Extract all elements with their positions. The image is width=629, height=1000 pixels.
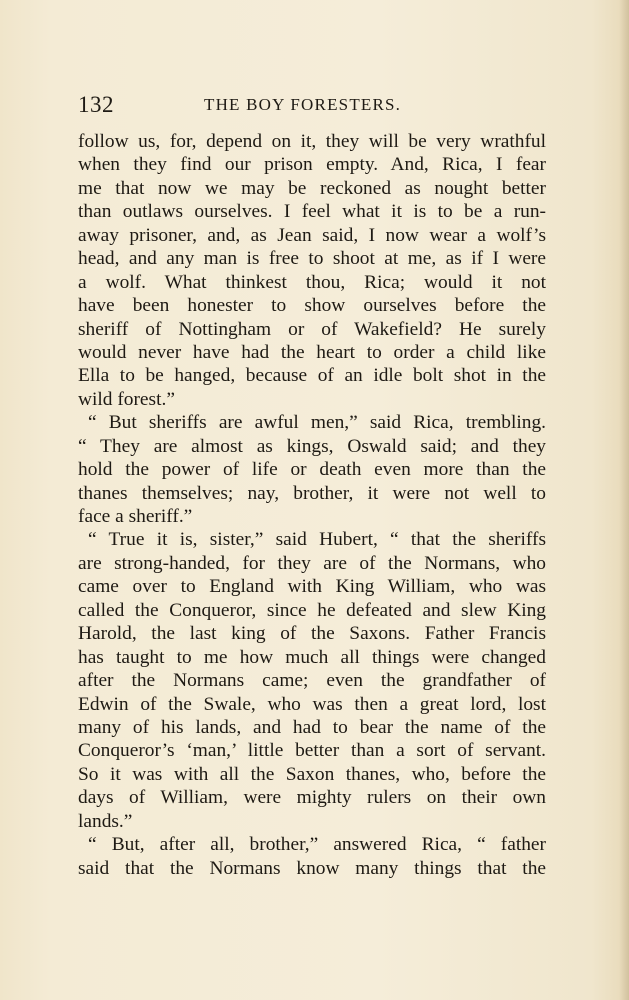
text-line: sheriff of Nottingham or of Wakefield? He surely (78, 318, 546, 340)
text-line: “ But, after all, brother,” answered Rica, “ father (88, 834, 546, 856)
text-line: would never have had the heart to order a child like (78, 341, 546, 363)
text-line: lands.” (78, 810, 133, 832)
text-line: follow us, for, depend on it, they will be very wrathful (78, 131, 546, 152)
text-line: Edwin of the Swale, who was then a great lord, lost (78, 693, 546, 715)
text-line: thanes themselves; nay, brother, it were not well to (78, 482, 546, 504)
text-line: head, and any man is free to shoot at me, as if I were (78, 248, 546, 270)
text-line: Harold, the last king of the Saxons. Father Francis (78, 623, 546, 645)
text-line: came over to England with King William, who was (78, 576, 546, 598)
text-line: days of William, were mighty rulers on their own (78, 787, 546, 809)
body-text (78, 130, 546, 880)
text-line: “ They are almost as kings, Oswald said; and they (78, 435, 546, 457)
text-line: called the Conqueror, since he defeated and slew King (78, 599, 546, 621)
text-line: So it was with all the Saxon thanes, who, before the (78, 763, 546, 785)
text-line: “ True it is, sister,” said Hubert, “ that the sheriffs (88, 529, 546, 551)
text-line: away prisoner, and, as Jean said, I now wear a wolf’s (78, 224, 546, 246)
text-line: when they find our prison empty. And, Rica, I fear (78, 154, 546, 176)
text-line: has taught to me how much all things were changed (78, 646, 546, 668)
text-line: me that now we may be reckoned as nought better (78, 177, 546, 199)
text-line: Ella to be hanged, because of an idle bolt shot in the (78, 365, 546, 387)
text-line: hold the power of life or death even more than the (78, 459, 546, 481)
text-line: many of his lands, and had to bear the name of the (78, 716, 546, 738)
text-line: have been honester to show ourselves before the (78, 295, 546, 317)
text-line: Conqueror’s ‘man,’ little better than a sort of servant. (78, 740, 546, 762)
text-line: after the Normans came; even the grandfather of (78, 670, 546, 692)
page-header (78, 92, 546, 120)
page-number: 132 (78, 92, 114, 117)
text-line: said that the Normans know many things that the (78, 857, 546, 879)
text-line: “ But sheriffs are awful men,” said Rica, trembling. (88, 412, 546, 434)
text-line: face a sheriff.” (78, 506, 193, 527)
text-line: than outlaws ourselves. I feel what it is to be a run- (78, 201, 546, 223)
text-line: a wolf. What thinkest thou, Rica; would it not (78, 271, 546, 293)
text-line: are strong-handed, for they are of the Normans, who (78, 552, 546, 574)
running-head: THE BOY FORESTERS. (204, 95, 402, 114)
page-edge-shadow (619, 0, 629, 1000)
text-line: wild forest.” (78, 388, 175, 410)
